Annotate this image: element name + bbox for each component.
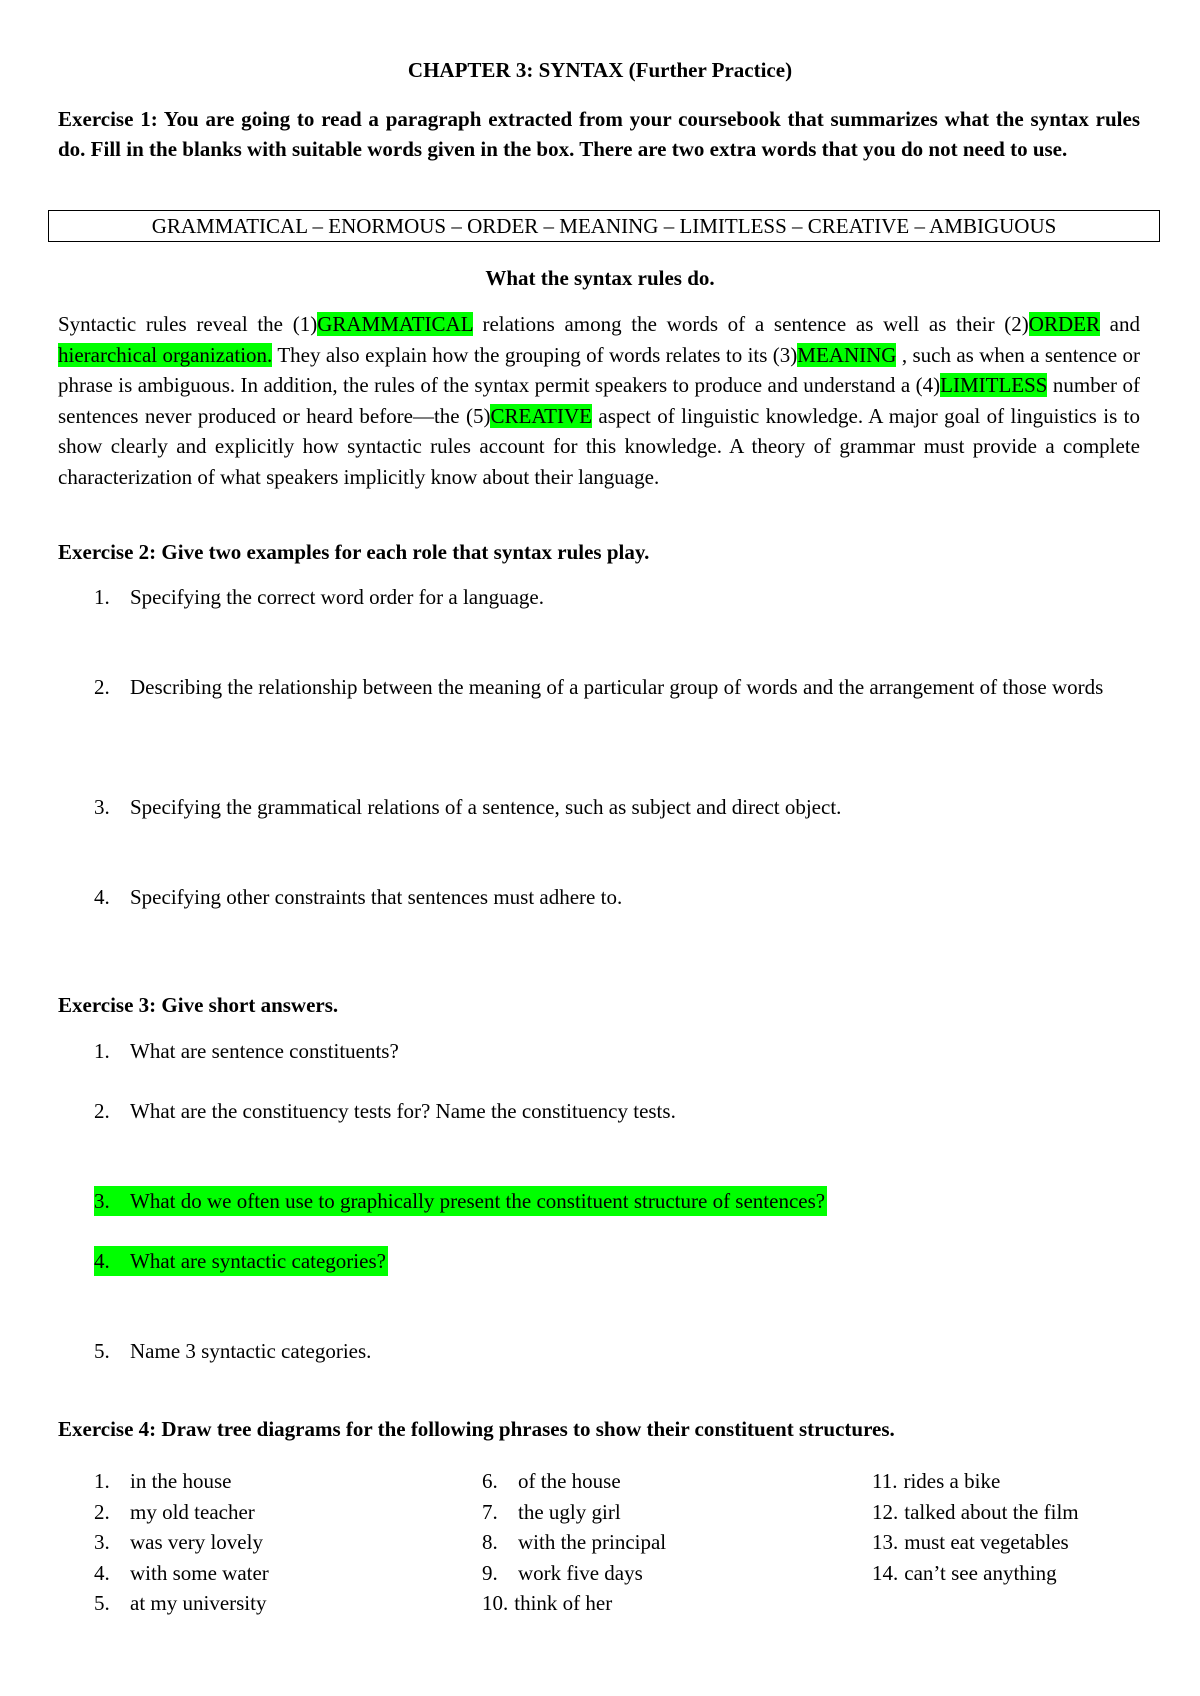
phrase-item <box>94 1466 269 1497</box>
item-number: 1. <box>94 585 110 609</box>
item-text: in the house <box>130 1469 232 1493</box>
item-text: Describing the relationship between the meaning of a particular group of words and the arrangement of those words <box>130 675 1104 699</box>
phrase-column-1 <box>94 1466 269 1619</box>
item-text: at my university <box>130 1591 267 1615</box>
phrase-column-2 <box>482 1466 666 1619</box>
item-text: talked about the film <box>904 1499 1079 1524</box>
exercise-3-heading: Exercise 3: Give short answers. <box>58 993 339 1017</box>
item-number: 1. <box>94 1469 110 1493</box>
answer-4: LIMITLESS <box>940 373 1048 397</box>
item-text: What are syntactic categories? <box>130 1249 386 1273</box>
answer-1: GRAMMATICAL <box>317 312 473 336</box>
para-text: Syntactic rules reveal the (1) <box>58 312 318 336</box>
phrase-item <box>482 1466 666 1497</box>
item-number: 7. <box>482 1499 498 1524</box>
item-number: 4. <box>94 1560 110 1585</box>
item-text: can’t see anything <box>904 1560 1057 1585</box>
phrase-item <box>872 1466 1079 1497</box>
exercise-1-paragraph <box>58 309 1140 492</box>
list-item <box>94 882 1144 912</box>
item-number: 3. <box>94 795 110 819</box>
exercise-4-heading: Exercise 4: Draw tree diagrams for the following phrases to show their constituent structures. <box>58 1417 895 1441</box>
item-text: What do we often use to graphically present the constituent structure of sentences? <box>130 1189 826 1213</box>
list-item <box>94 582 1144 612</box>
phrase-item <box>482 1588 666 1619</box>
item-text: with some water <box>130 1560 269 1585</box>
phrase-item <box>94 1558 269 1589</box>
phrase-item <box>94 1497 269 1528</box>
item-number: 6. <box>482 1469 498 1493</box>
item-number: 2. <box>94 1499 110 1524</box>
phrase-column-3 <box>872 1466 1079 1588</box>
list-item <box>94 1036 1144 1066</box>
item-text: Specifying the correct word order for a language. <box>130 585 544 609</box>
item-text: think of her <box>514 1591 613 1615</box>
exercise-2-heading: Exercise 2: Give two examples for each role that syntax rules play. <box>58 540 650 564</box>
highlighted-phrase: hierarchical organization. <box>58 342 273 367</box>
item-text: must eat vegetables <box>904 1530 1069 1554</box>
item-number: 5. <box>94 1591 110 1615</box>
item-number: 5. <box>94 1339 110 1363</box>
list-item <box>94 792 1144 822</box>
list-item <box>94 672 1144 702</box>
paragraph-subtitle: What the syntax rules do. <box>485 266 715 290</box>
page-title: CHAPTER 3: SYNTAX (Further Practice) <box>407 58 793 82</box>
item-number: 3. <box>94 1530 110 1554</box>
phrase-item <box>482 1497 666 1528</box>
phrase-item <box>872 1558 1079 1589</box>
item-number: 10. <box>482 1591 509 1615</box>
item-number: 11. <box>872 1469 898 1493</box>
item-text: with the principal <box>518 1530 667 1554</box>
list-item-highlighted <box>94 1246 1144 1276</box>
word-box: GRAMMATICAL – ENORMOUS – ORDER – MEANING – LIMITLESS – CREATIVE – AMBIGUOUS <box>48 210 1160 242</box>
item-number: 13. <box>872 1530 899 1554</box>
highlight-row <box>94 1186 827 1216</box>
item-number: 12. <box>872 1499 899 1524</box>
answer-3: MEANING <box>797 342 897 367</box>
para-text: , such as when a sentence or phrase is ambiguous. In addition, the rules of the syntax permit speakers to produce and understand a (4) <box>58 342 1140 397</box>
para-text: aspect of linguistic knowledge. A major goal of linguistics is to show clearly and explicitly how syntactic rules account for this knowledge. A theory of grammar must provide a complete characterization of what speakers implicitly know about their language. <box>58 403 1140 489</box>
item-number: 2. <box>94 675 110 699</box>
item-text: rides a bike <box>903 1469 1001 1493</box>
answer-2: ORDER <box>1028 312 1100 336</box>
phrase-item <box>872 1527 1079 1558</box>
item-text: What are the constituency tests for? Name the constituency tests. <box>130 1099 676 1123</box>
item-text: the ugly girl <box>518 1499 621 1524</box>
phrase-item <box>482 1558 666 1589</box>
item-text: Specifying the grammatical relations of a sentence, such as subject and direct object. <box>130 795 842 819</box>
phrase-item <box>94 1588 269 1619</box>
item-number: 14. <box>872 1560 899 1585</box>
item-text: was very lovely <box>130 1530 263 1554</box>
para-text: and <box>1099 312 1140 336</box>
list-item <box>94 1096 1144 1126</box>
para-text: number of sentences never produced or heard before—the (5) <box>58 373 1140 428</box>
exercise-1-heading: Exercise 1: You are going to read a paragraph extracted from your coursebook that summarizes what the syntax rules do. Fill in the blanks with suitable words given in the box. There are two extra words that you do not need to use. <box>58 107 1140 161</box>
item-text: my old teacher <box>130 1499 255 1524</box>
item-number: 1. <box>94 1039 110 1063</box>
item-number: 8. <box>482 1530 498 1554</box>
list-item <box>94 1336 1144 1366</box>
phrase-item <box>482 1527 666 1558</box>
list-item-highlighted <box>94 1186 1144 1216</box>
item-number: 9. <box>482 1560 498 1585</box>
item-text: What are sentence constituents? <box>130 1039 399 1063</box>
answer-5: CREATIVE <box>490 403 592 428</box>
item-number: 4. <box>94 885 110 909</box>
item-text: Specifying other constraints that sentences must adhere to. <box>130 885 623 909</box>
item-text: of the house <box>518 1469 621 1493</box>
item-number: 3. <box>94 1189 110 1213</box>
item-number: 4. <box>94 1249 110 1273</box>
phrase-item <box>94 1527 269 1558</box>
para-text: They also explain how the grouping of words relates to its (3) <box>272 342 798 367</box>
highlight-row <box>94 1246 388 1276</box>
item-text: Name 3 syntactic categories. <box>130 1339 372 1363</box>
item-number: 2. <box>94 1099 110 1123</box>
item-text: work five days <box>518 1560 643 1585</box>
phrase-item <box>872 1497 1079 1528</box>
para-text: relations among the words of a sentence as well as their (2) <box>472 312 1029 336</box>
